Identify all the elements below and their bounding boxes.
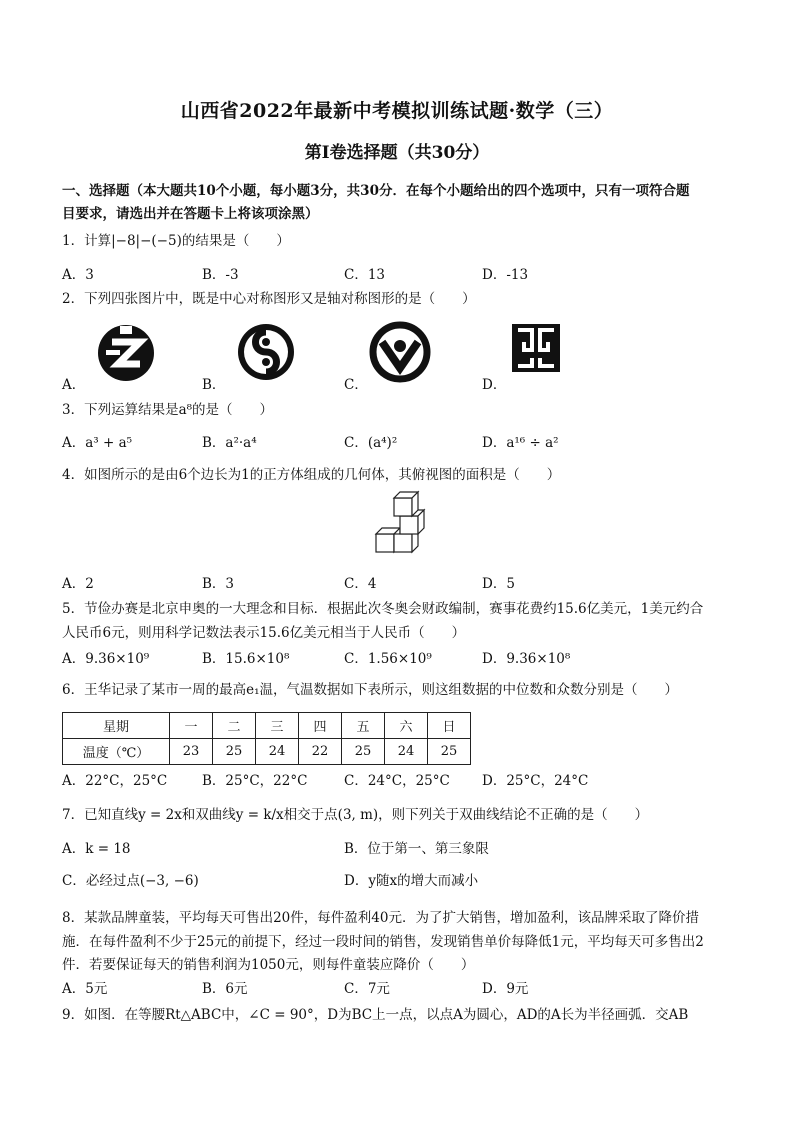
circle-v-symbol-icon — [368, 320, 434, 386]
q8-stem-line2: 施．在每件盈利不少于25元的前提下，经过一段时间的销售，发现销售单价每降低1元，平均每天可多售出2 — [62, 934, 704, 950]
q3-stem: 3．下列运算结果是a⁸的是（ ） — [62, 402, 274, 418]
swirl-circle-symbol-icon — [234, 320, 300, 386]
q4-option-d[interactable]: D．5 — [482, 576, 515, 592]
stacked-cubes-figure — [368, 490, 440, 566]
q4-option-a[interactable]: A．2 — [62, 576, 94, 592]
q8-option-c[interactable]: C．7元 — [344, 981, 390, 997]
day-cell: 一 — [170, 713, 213, 739]
q4-option-b[interactable]: B．3 — [202, 576, 235, 592]
q9-stem-line1: 9．如图．在等腰Rt△ABC中，∠C = 90°，D为BC上一点，以点A为圆心，AD的A长为半径画弧．交AB — [62, 1007, 689, 1023]
table-row — [63, 713, 471, 739]
q4-option-c[interactable]: C．4 — [344, 576, 377, 592]
temp-cell: 25 — [342, 739, 385, 765]
q8-stem-line1: 8．某款品牌童装，平均每天可售出20件，每件盈利40元．为了扩大销售，增加盈利，该品牌采取了降价措 — [62, 910, 699, 926]
q5-option-c[interactable]: C．1.56×10⁹ — [344, 651, 432, 667]
q1-stem: 1．计算|−8|−(−5)的结果是（ ） — [62, 233, 290, 249]
q7-option-d[interactable]: D．y随x的增大而减小 — [344, 873, 479, 889]
temperature-table — [62, 712, 471, 765]
day-cell: 五 — [342, 713, 385, 739]
day-cell: 四 — [299, 713, 342, 739]
q8-option-b[interactable]: B．6元 — [202, 981, 248, 997]
q3-options — [62, 434, 742, 452]
table-row — [63, 739, 471, 765]
q1-option-b[interactable]: B．-3 — [202, 267, 239, 283]
q2-figures — [62, 320, 742, 392]
q5-option-b[interactable]: B．15.6×10⁸ — [202, 651, 290, 667]
q8-option-a[interactable]: A．5元 — [62, 981, 108, 997]
section-instructions-line1: 一、选择题（本大题共10个小题，每小题3分，共30分．在每个小题给出的四个选项中，只有一项符合题 — [62, 183, 690, 199]
table-header-cell: 星期 — [63, 713, 170, 739]
q8-option-d[interactable]: D．9元 — [482, 981, 529, 997]
q8-options — [62, 980, 742, 998]
q4-stem: 4．如图所示的是由6个边长为1的正方体组成的几何体，其俯视图的面积是（ ） — [62, 467, 561, 483]
q6-stem: 6．王华记录了某市一周的最高e₁温，气温数据如下表所示，则这组数据的中位数和众数分别是（ ） — [62, 682, 678, 698]
temp-cell: 24 — [385, 739, 428, 765]
day-cell: 六 — [385, 713, 428, 739]
q3-option-d[interactable]: D．a¹⁶ ÷ a² — [482, 435, 559, 451]
circle-z-symbol-icon — [94, 320, 160, 386]
q4-options — [62, 575, 742, 593]
q6-option-d[interactable]: D．25°C，24°C — [482, 773, 589, 789]
temp-cell: 25 — [213, 739, 256, 765]
section-instructions-line2: 目要求，请选出并在答题卡上将该项涂黑） — [62, 206, 319, 222]
q7-option-a[interactable]: A．k = 18 — [62, 841, 131, 857]
q5-stem-line2: 人民币6元，则用科学记数法表示15.6亿美元相当于人民币（ ） — [62, 625, 466, 641]
q2-option-b[interactable]: B． — [202, 377, 226, 393]
q7-options-row1 — [62, 840, 742, 858]
q2-stem: 2．下列四张图片中，既是中心对称图形又是轴对称图形的是（ ） — [62, 291, 476, 307]
temp-cell: 24 — [256, 739, 299, 765]
q2-option-a[interactable]: A． — [62, 377, 86, 393]
table-header-cell: 温度（℃） — [63, 739, 170, 765]
day-cell: 日 — [428, 713, 471, 739]
q6-options — [62, 772, 742, 790]
q3-option-a[interactable]: A．a³ + a⁵ — [62, 435, 133, 451]
q1-option-d[interactable]: D．-13 — [482, 267, 529, 283]
temp-cell: 23 — [170, 739, 213, 765]
q1-option-c[interactable]: C．13 — [344, 267, 386, 283]
temp-cell: 25 — [428, 739, 471, 765]
q8-stem-line3: 件．若要保证每天的销售利润为1050元，则每件童装应降价（ ） — [62, 957, 475, 973]
section-title: 第Ⅰ卷选择题（共30分） — [304, 143, 490, 163]
q5-option-a[interactable]: A．9.36×10⁹ — [62, 651, 150, 667]
square-meander-symbol-icon — [508, 320, 574, 386]
q1-option-a[interactable]: A．3 — [62, 267, 94, 283]
q2-option-c[interactable]: C． — [344, 377, 368, 393]
q1-options — [62, 266, 742, 284]
q6-option-a[interactable]: A．22°C，25°C — [62, 773, 168, 789]
q7-stem: 7．已知直线y = 2x和双曲线y = k/x相交于点(3, m)，则下列关于双曲线结论不正确的是（ ） — [62, 807, 649, 823]
day-cell: 二 — [213, 713, 256, 739]
q7-option-c[interactable]: C．必经过点(−3, −6) — [62, 873, 199, 889]
q6-option-b[interactable]: B．25°C，22°C — [202, 773, 308, 789]
q5-options — [62, 650, 742, 668]
q3-option-b[interactable]: B．a²·a⁴ — [202, 435, 257, 451]
day-cell: 三 — [256, 713, 299, 739]
q7-options-row2 — [62, 872, 742, 890]
q7-option-b[interactable]: B．位于第一、第三象限 — [344, 841, 489, 857]
page-title: 山西省2022年最新中考模拟训练试题·数学（三） — [180, 100, 614, 122]
q6-option-c[interactable]: C．24°C，25°C — [344, 773, 450, 789]
q5-option-d[interactable]: D．9.36×10⁸ — [482, 651, 571, 667]
q2-option-d[interactable]: D． — [482, 377, 507, 393]
q3-option-c[interactable]: C．(a⁴)² — [344, 435, 398, 451]
temp-cell: 22 — [299, 739, 342, 765]
q5-stem-line1: 5．节俭办赛是北京申奥的一大理念和目标．根据此次冬奥会财政编制，赛事花费约15.6亿美元，1美元约合 — [62, 601, 704, 617]
